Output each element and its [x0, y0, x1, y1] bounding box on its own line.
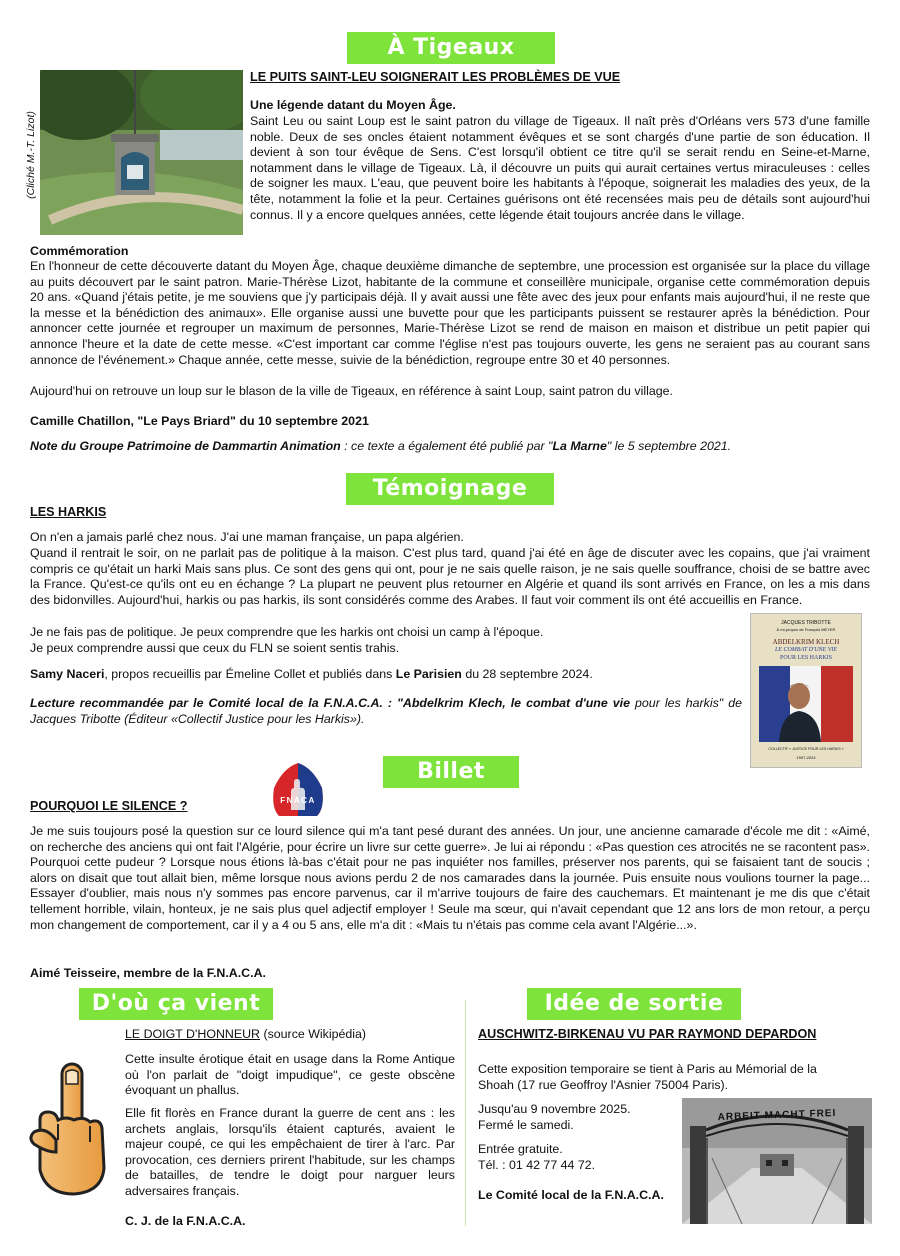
commemoration-text: En l'honneur de cette découverte datant du Moyen Âge, chaque deuxième dimanche de septembre, une procession est organisée sur la place du village au puits découvert par le saint patron. Marie-Thérèse Lizot, habitante de la commune et conseillère municipale, organise cette commémoration depuis 20 ans. «Quand j'étais petite, je me souviens que j'y participais déjà. Il y avait aussi une fête avec des jeux pour enfants mais aujourd'hui, il ne reste que la messe et la bénédiction des animaux». Elle organise aussi une buvette pour que les participants puissent se restaurer après la bénédiction. Pour annoncer cette journée et regrouper un maximum de personnes, Marie-Thérèse Lizot se rend de maison en maison et distribue un petit papier qui annonce l'heure et la date de cette messe. «C'est important car comme l'église n'est pas toujours ouverte, les gens ne seraient pas au courant sans annonce de l'événement.» Chaque année, cette messe, suivie de la bénédiction, regroupe entre 30 et 40 personnes. — [30, 259, 870, 367]
article-intro-text: Saint Leu ou saint Loup est le saint patron du village de Tigeaux. Il naît près d'Orléans vers 573 d'une famille noble. Deux de ses oncles étaient notamment évêques et se sont chargés d'une partie de son éducation. Il devient à son tour évêque de Sens. C'est lorsqu'il obtient ce titre qu'il se serait rendu en Seine-et-Marne, notamment dans le village de Tigeaux. Là, il découvre un puits qui aurait certaines vertus miraculeuses : celles de soigner les maux. L'eau, que peuvent boire les habitants à l'époque, soignerait les maladies des yeux, de la tête, notamment la folie et la peur. Certaines guérisons ont été recensées mais peu de détails sont aujourd'hui connus. Il y a encore quelques années, cette légende était toujours ancrée dans le village. — [250, 114, 870, 222]
book-cover: JACQUES TRIBOTTE À mi-propos de François MEYER ABDELKRIM KLECH LE COMBAT D'UNE VIE POUR LES HARKIS COLLECTIF « JUSTICE POUR LES HARKIS » 1957-2024 — [750, 613, 862, 768]
middle-finger-illustration — [26, 1060, 116, 1200]
section-banner-temoignage: Témoignage — [346, 473, 554, 505]
photo-credit: (Cliché M.-T. Lizot) — [25, 111, 38, 199]
temoignage-para-4: Je peux comprendre aussi que ceux du FLN se soient sentis trahis. — [30, 641, 400, 655]
auschwitz-gate-photo: ARBEIT MACHT FREI — [682, 1098, 872, 1224]
temoignage-para-1: On n'en a jamais parlé chez nous. J'ai une maman française, un papa algérien. — [30, 530, 464, 544]
douca-para-2: Elle fit florès en France durant la guerre de cent ans : les archets anglais, lorsqu'ils étaient capturés, avaient le majeur coupé, ce qui les empêchaient de tirer à l'arc. Par provocation, ces derniers prirent l'habitude, sur les champs de batailles, de tendre le doigt pour narguer leurs adversaires français. — [125, 1106, 455, 1198]
sortie-price: Entrée gratuite. — [478, 1142, 563, 1156]
sortie-author: Le Comité local de la F.N.A.C.A. — [478, 1188, 664, 1202]
sortie-dates: Jusqu'au 9 novembre 2025. — [478, 1102, 631, 1116]
billet-text: Je me suis toujours posé la question sur ce lourd silence qui m'a tant pesé durant des années. Un jour, une ancienne camarade d'école me dit : «Aimé, on recherche des anciens qui ont fait l'Algérie, pour écrire un livre sur cette guerre». Je lui ai répondu : «Pas question ces atrocités ne se racontent pas». Pourquoi cette pudeur ? Lorsque nous étions là-bas c'était pour ne pas inquiéter nos familles, préserver nos parents, qui se faisaient tant de soucis ; alors on disait que tout allait bien, même lorsque nous avions perdu 2 de nos camarades dans la journée. Puis ensuite nous voulions tourner la page... Essayer d'oublier, mais nous n'y sommes pas encore parvenus, car il m'arrive toujours de faire des cauchemars. Et maintenant je me dis que c'était tellement horrible, vilain, honteux, je ne sais plus quel adjectif employer ! Seule ma sœur, qui n'avait cependant que 12 ans lors de mon retour, a perçu mon changement de comportement, car il y a 4 ou 5 ans, elle m'a dit : «Mais tu n'étais pas comme cela avant l'Algérie...». — [30, 824, 870, 932]
reading-recommendation: Lecture recommandée par le Comité local de la F.N.A.C.A. : "Abdelkrim Klech, le combat d'une vie pour les harkis" de Jacques Tribotte (Éditeur «Collectif Justice pour les Harkis»). — [30, 696, 742, 726]
sortie-headline: AUSCHWITZ-BIRKENAU VU PAR RAYMOND DEPARDON — [478, 1027, 817, 1041]
billet-headline: POURQUOI LE SILENCE ? — [30, 799, 188, 813]
temoignage-headline: LES HARKIS — [30, 505, 107, 519]
column-divider — [465, 1000, 466, 1226]
sortie-para-1: Cette exposition temporaire se tient à Paris au Mémorial de la Shoah (17 rue Geoffroy l'Asnier 75004 Paris). — [478, 1062, 817, 1092]
section-banner-billet: Billet — [383, 756, 519, 788]
article-author: Camille Chatillon, "Le Pays Briard" du 10 septembre 2021 — [30, 414, 369, 428]
fnaca-logo: FNACA — [269, 760, 327, 820]
article-subhead: Une légende datant du Moyen Âge. — [250, 98, 456, 112]
douca-para-1: Cette insulte érotique était en usage dans la Rome Antique où l'on parlait de "doigt impudique", ce geste obscène évoquant un phallus. — [125, 1052, 455, 1098]
patrimoine-note: Note du Groupe Patrimoine de Dammartin Animation : ce texte a également été publié par "La Marne" le 5 septembre 2021. — [30, 439, 732, 453]
billet-author: Aimé Teisseire, membre de la F.N.A.C.A. — [30, 966, 266, 980]
section-banner-tigeaux: À Tigeaux — [347, 32, 555, 64]
temoignage-para-3: Je ne fais pas de politique. Je peux comprendre que les harkis ont choisi un camp à l'époque. — [30, 625, 544, 639]
loup-text: Aujourd'hui on retrouve un loup sur le blason de la ville de Tigeaux, en référence à saint Loup, saint patron du village. — [30, 384, 673, 398]
douca-author: C. J. de la F.N.A.C.A. — [125, 1214, 246, 1228]
temoignage-author: Samy Naceri, propos recueillis par Émeline Collet et publiés dans Le Parisien du 28 septembre 2024. — [30, 667, 593, 681]
douca-headline: LE DOIGT D'HONNEUR (source Wikipédia) — [125, 1027, 367, 1041]
sortie-closed: Fermé le samedi. — [478, 1118, 574, 1132]
commemoration-title: Commémoration — [30, 244, 129, 258]
temoignage-para-2: Quand il rentrait le soir, on ne parlait pas de politique à la maison. C'est plus tard, quand j'ai été en âge de discuter avec les copains, que j'ai vraiment compris ce qu'était un harki Mais sans plus. Ce sont des gens qui ont, pour je ne sais quelle raison, je ne sais quelle souffrance, choisi de se battre avec la France. Qu'est-ce qu'ils ont eu en échange ? La plupart ne peuvent plus retourner en Algérie et quand ils sont arrivés en France, on les a mis dans des bidonvilles. Aujourd'hui, harkis ou pas harkis, ils sont considérés comme des Arabes. Il faut voir comment ils ont été accueillis en France. — [30, 546, 870, 607]
section-banner-douca: D'où ça vient — [79, 988, 273, 1020]
article-headline: LE PUITS SAINT-LEU SOIGNERAIT LES PROBLÈMES DE VUE — [250, 70, 621, 84]
section-banner-sortie: Idée de sortie — [527, 988, 741, 1020]
sortie-phone: Tél. : 01 42 77 44 72. — [478, 1158, 596, 1172]
well-photo — [40, 70, 243, 235]
